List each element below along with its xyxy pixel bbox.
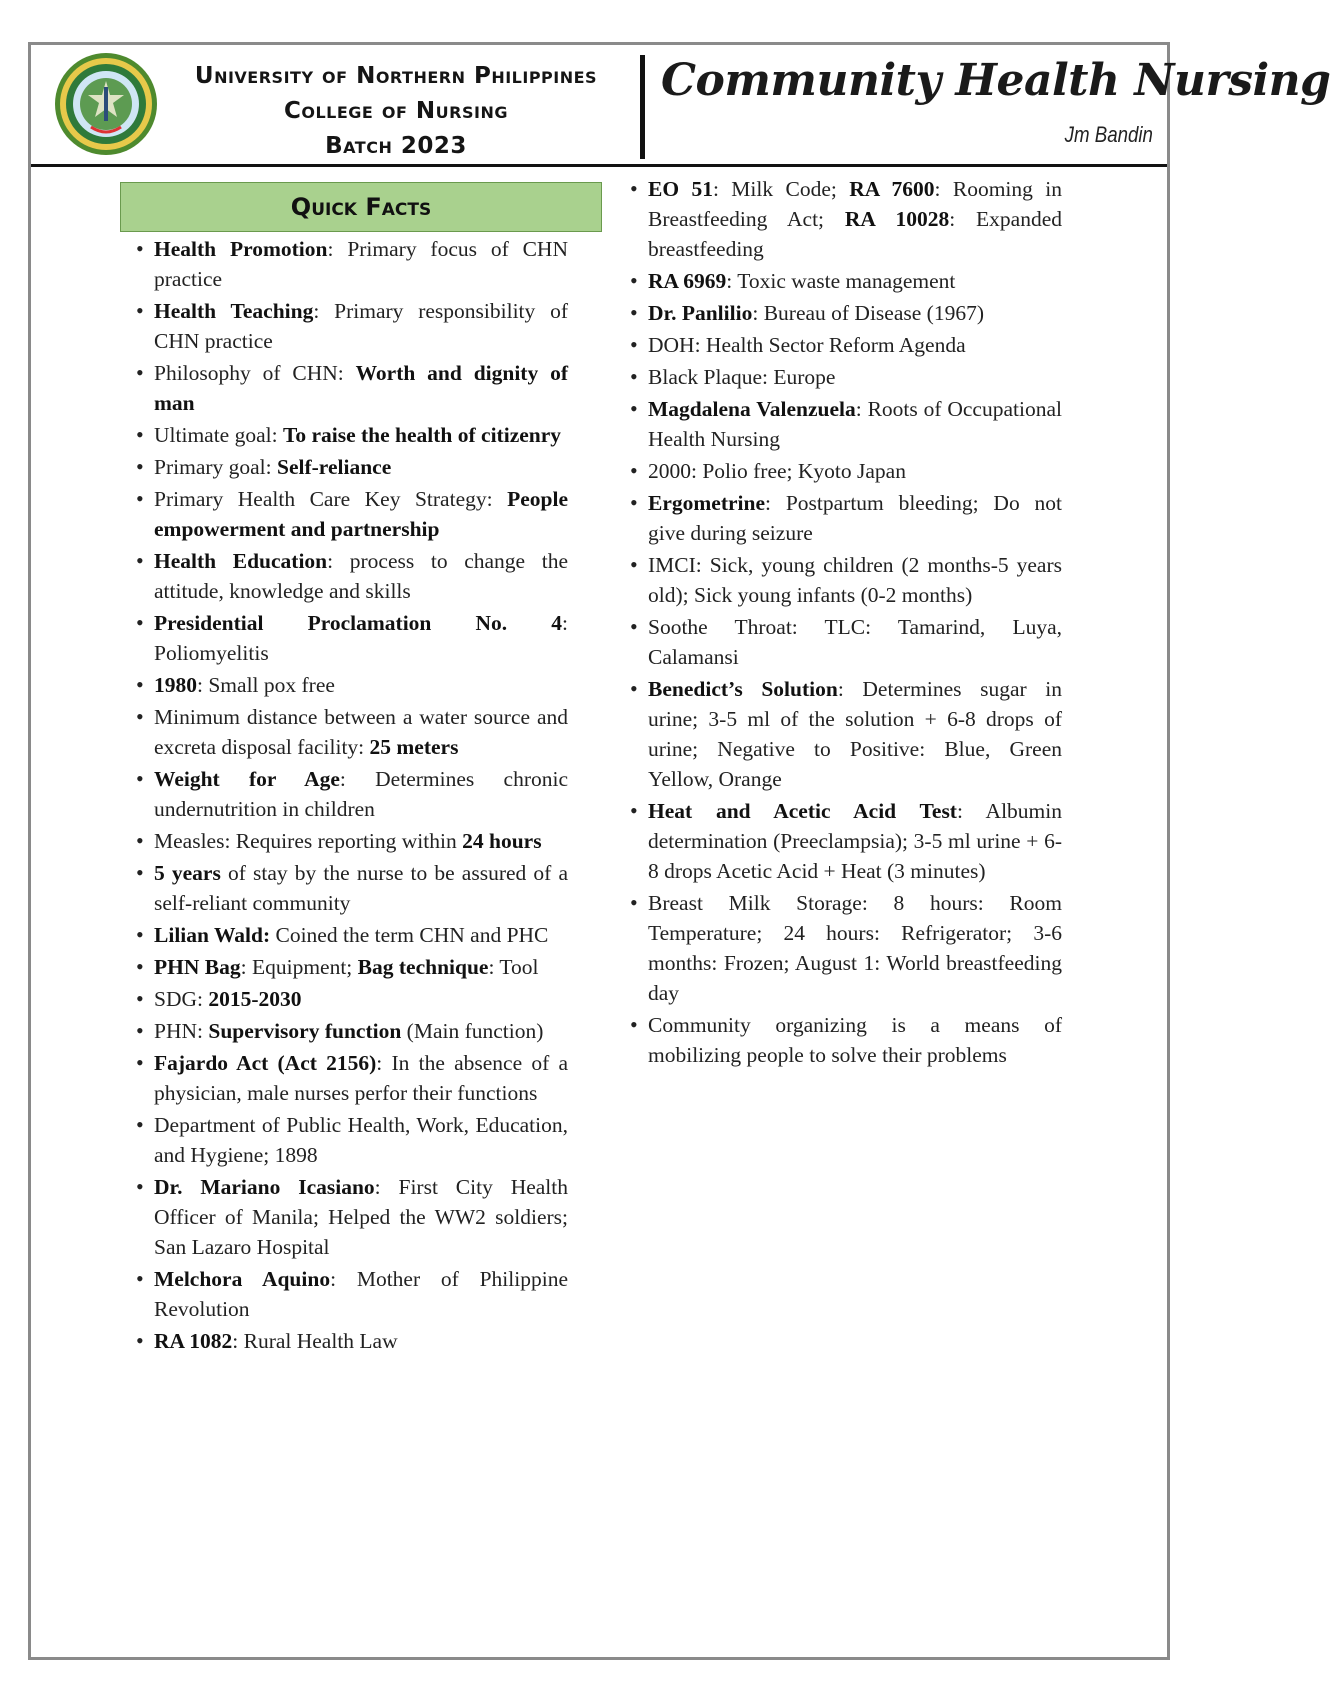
fact-key-term: PHN Bag [154, 955, 241, 979]
quick-facts-banner: Quick Facts [120, 182, 602, 232]
fact-key-term: Dr. Panlilio [648, 301, 753, 325]
header [31, 45, 1330, 165]
fact-key-term: To raise the health of citizenry [282, 423, 562, 447]
fact-item [136, 952, 568, 982]
fact-key-term: RA 6969 [648, 269, 727, 293]
fact-item [630, 456, 1062, 486]
fact-key-term: Lilian Wald: [154, 923, 271, 947]
fact-text: : Expanded breastfeeding [648, 207, 1062, 261]
fact-key-term: Benedict’s Solution [648, 677, 838, 701]
fact-text: of stay by the nurse to be assured of a self-reliant community [154, 861, 569, 915]
fact-key-term: Worth and dignity of man [154, 361, 568, 415]
fact-item [136, 920, 568, 950]
batch-label: Batch 2023 [325, 133, 467, 159]
fact-key-term: 1980 [154, 673, 197, 697]
left-fact-list [136, 234, 568, 1358]
fact-key-term: Fajardo Act (Act 2156) [154, 1051, 377, 1075]
fact-key-term: Health Teaching [154, 299, 314, 323]
fact-text: : Tool [488, 955, 539, 979]
fact-item [136, 1264, 568, 1324]
fact-item [136, 702, 568, 762]
fact-key-term: 25 meters [369, 735, 459, 759]
college-name: College of Nursing [284, 98, 508, 124]
fact-key-term: Health Education [154, 549, 328, 573]
fact-text: : In the absence of a physician, male nurses perfor their functions [154, 1051, 568, 1105]
fact-text: : Determines sugar in urine; 3-5 ml of the solution + 6-8 drops of urine; Negative to Positive: Blue, Green Yellow, Orange [648, 677, 1062, 791]
fact-key-term: Melchora Aquino [154, 1267, 331, 1291]
fact-key-term: 2015-2030 [208, 987, 302, 1011]
fact-text: : Toxic waste management [726, 269, 956, 293]
fact-key-term: RA 1082 [154, 1329, 233, 1353]
fact-item [136, 546, 568, 606]
fact-item [630, 1010, 1062, 1070]
fact-item [136, 984, 568, 1014]
fact-item [136, 1016, 568, 1046]
fact-text: : Determines chronic undernutrition in children [154, 767, 568, 821]
fact-item [136, 358, 568, 418]
fact-key-term: Health Promotion [154, 237, 328, 261]
fact-text: : Mother of Philippine Revolution [154, 1267, 568, 1321]
fact-text: Department of Public Health, Work, Education, and Hygiene; 1898 [154, 1113, 568, 1167]
author-name: Jm Bandin [1064, 122, 1153, 147]
fact-key-term: Bag technique [357, 955, 489, 979]
fact-item [136, 1110, 568, 1170]
fact-item [136, 1326, 568, 1356]
fact-key-term: Presidential Proclamation No. 4 [154, 611, 563, 635]
fact-item [136, 1048, 568, 1108]
fact-text: : Roots of Occupational Health Nursing [648, 397, 1062, 451]
fact-item [136, 484, 568, 544]
fact-text: Soothe Throat: TLC: Tamarind, Luya, Calamansi [648, 615, 1062, 669]
fact-key-term: RA 10028 [844, 207, 950, 231]
fact-key-term: Heat and Acetic Acid Test [648, 799, 957, 823]
fact-item [630, 330, 1062, 360]
fact-item [630, 298, 1062, 328]
fact-text: Measles: Requires reporting within [154, 829, 463, 853]
fact-text: Primary Health Care Key Strategy: [154, 487, 508, 511]
university-name: University of Northern Philippines [194, 63, 598, 89]
fact-item [630, 888, 1062, 1008]
header-rule [31, 164, 1167, 167]
fact-item [630, 362, 1062, 392]
fact-text: SDG: [154, 987, 209, 1011]
fact-key-term: EO 51 [648, 177, 713, 201]
fact-key-term: 24 hours [462, 829, 542, 853]
fact-item [630, 612, 1062, 672]
fact-text: IMCI: Sick, young children (2 months-5 years old); Sick young infants (0-2 months) [648, 553, 1062, 607]
fact-key-term: 5 years [154, 861, 221, 885]
fact-text: Breast Milk Storage: 8 hours: Room Temperature; 24 hours: Refrigerator; 3-6 months: Frozen; August 1: World breastfeeding day [648, 891, 1062, 1005]
fact-item [136, 858, 568, 918]
fact-key-term: Self-reliance [277, 455, 392, 479]
fact-text: Primary goal: [154, 455, 278, 479]
fact-text: : Albumin determination (Preeclampsia); 3-5 ml urine + 6-8 drops Acetic Acid + Heat (3 minutes) [648, 799, 1062, 883]
fact-text: Minimum distance between a water source and excreta disposal facility: [154, 705, 568, 759]
fact-item [136, 826, 568, 856]
fact-key-term: RA 7600 [849, 177, 935, 201]
fact-text: Ultimate goal: [154, 423, 283, 447]
fact-key-term: Supervisory function [208, 1019, 402, 1043]
fact-item [136, 764, 568, 824]
fact-item [136, 296, 568, 356]
fact-item [630, 266, 1062, 296]
fact-text: : Poliomyelitis [154, 611, 568, 665]
fact-item [136, 420, 568, 450]
fact-text: Community organizing is a means of mobilizing people to solve their problems [648, 1013, 1062, 1067]
fact-text: (Main function) [401, 1019, 544, 1043]
fact-text: : Rural Health Law [232, 1329, 398, 1353]
fact-text: : process to change the attitude, knowledge and skills [154, 549, 568, 603]
fact-text: 2000: Polio free; Kyoto Japan [648, 459, 906, 483]
fact-item [136, 670, 568, 700]
fact-text: Black Plaque: Europe [648, 365, 836, 389]
right-fact-list [630, 174, 1062, 1072]
fact-text: : Primary focus of CHN practice [154, 237, 568, 291]
fact-item [136, 234, 568, 294]
fact-item [630, 394, 1062, 454]
fact-item [630, 674, 1062, 794]
fact-key-term: Magdalena Valenzuela [648, 397, 856, 421]
fact-key-term: Weight for Age [154, 767, 340, 791]
fact-item [630, 796, 1062, 886]
fact-key-term: Dr. Mariano Icasiano [154, 1175, 375, 1199]
header-divider [640, 55, 645, 159]
college-seal-logo [53, 51, 159, 157]
fact-text: : Primary responsibility of CHN practice [154, 299, 569, 353]
fact-text: : Equipment; [240, 955, 358, 979]
fact-text: : First City Health Officer of Manila; Helped the WW2 soldiers; San Lazaro Hospital [154, 1175, 568, 1259]
course-title: Community Health Nursing [661, 55, 1330, 106]
fact-item [136, 608, 568, 668]
fact-text: : Bureau of Disease (1967) [752, 301, 984, 325]
fact-text: PHN: [154, 1019, 209, 1043]
fact-item [136, 1172, 568, 1262]
fact-item [630, 550, 1062, 610]
fact-item [136, 452, 568, 482]
fact-text: Coined the term CHN and PHC [270, 923, 549, 947]
fact-text: Philosophy of CHN: [154, 361, 356, 385]
institution-block [161, 59, 631, 164]
fact-text: : Rooming in Breastfeeding Act; [648, 177, 1062, 231]
fact-key-term: Ergometrine [648, 491, 766, 515]
fact-text: : Milk Code; [712, 177, 850, 201]
fact-key-term: People empowerment and partnership [154, 487, 568, 541]
fact-text: DOH: Health Sector Reform Agenda [648, 333, 966, 357]
fact-text: : Postpartum bleeding; Do not give during seizure [648, 491, 1062, 545]
fact-item [630, 174, 1062, 264]
fact-text: : Small pox free [197, 673, 335, 697]
fact-item [630, 488, 1062, 548]
